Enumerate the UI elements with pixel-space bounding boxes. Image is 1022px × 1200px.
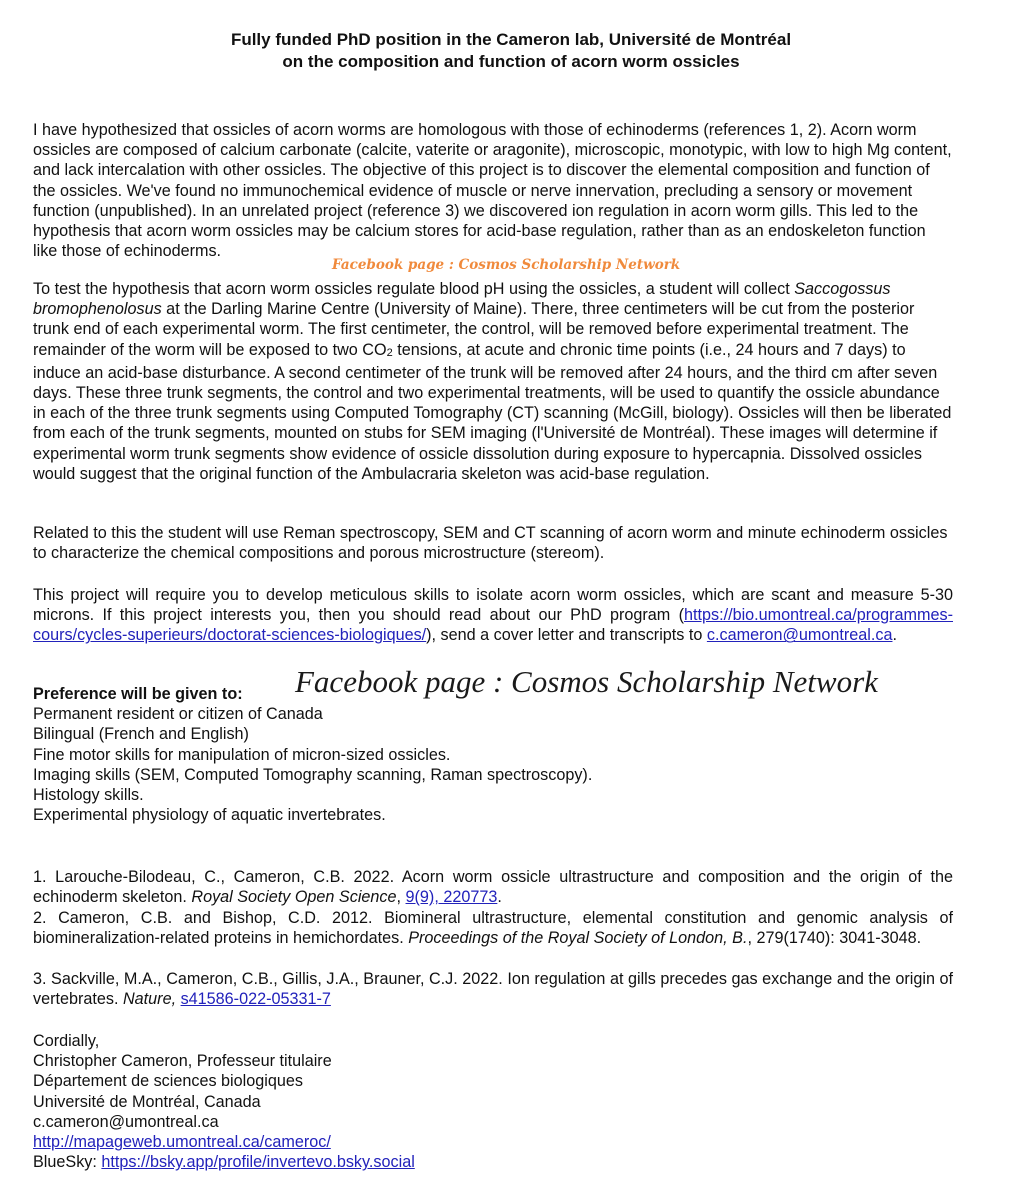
signature-university: Université de Montréal, Canada — [33, 1092, 261, 1111]
reference-2-text: 2. Cameron, C.B. and Bishop, C.D. 2012. Biomineral ultrastructure, elemental constitution and genomic analysis of biomineralization-related proteins in hemichordates. — [33, 909, 953, 948]
reference-1-text: 1. Larouche-Bilodeau, C., Cameron, C.B. 2022. Acorn worm ossicle ultrastructure and composition and the origin of the echinoderm skeleton. — [33, 868, 953, 907]
signature-website-link[interactable]: http://mapageweb.umontreal.ca/cameroc/ — [33, 1133, 331, 1152]
watermark-large: Facebook page : Cosmos Scholarship Network — [295, 664, 878, 699]
watermark-small: Facebook page : Cosmos Scholarship Network — [332, 257, 681, 273]
reference-3 — [33, 969, 953, 1009]
preference-item: Experimental physiology of aquatic invertebrates. — [33, 806, 386, 825]
reference-3-text: 3. Sackville, M.A., Cameron, C.B., Gillis, J.A., Brauner, C.J. 2022. Ion regulation at gills precedes gas exchange and the origin of vertebrates. — [33, 970, 953, 1009]
signature-block — [33, 1031, 953, 1172]
contact-email-link[interactable]: c.cameron@umontreal.ca — [706, 626, 893, 645]
method-text-c: tensions, at acute and chronic time points (i.e., 24 hours and 7 days) to induce an acid-base disturbance. A second centimeter of the trunk will be removed after 24 hours, and the third cm after seven days. These three trunk segments, the control and two experimental treatments, will be used to quantify the ossicle abundance in each of the three trunk segments using Computed Tomography (CT) scanning (McGill, biology). Ossicles will then be liberated from each of the trunk segments, mounted on stubs for SEM imaging (l'Université de Montréal). These images will determine if experimental worm trunk segments show evidence of ossicle dissolution during exposure to hypercapnia. Dissolved ossicles would suggest that the original function of the Ambulacraria skeleton was acid-base regulation. — [33, 340, 952, 483]
preference-item: Imaging skills (SEM, Computed Tomography scanning, Raman spectroscopy). — [33, 765, 593, 784]
paragraph-spectroscopy: Related to this the student will use Reman spectroscopy, SEM and CT scanning of acorn worm and minute echinoderm ossicles to characterize the chemical compositions and porous microstructure (stereom). — [33, 524, 948, 563]
bluesky-label: BlueSky: — [33, 1153, 102, 1172]
reference-2-end: , 279(1740): 3041-3048. — [747, 929, 922, 948]
reference-1-link[interactable]: 9(9), 220773 — [405, 888, 498, 907]
page-title-line-1: Fully funded PhD position in the Cameron lab, Université de Montréal — [230, 30, 792, 49]
signature-email: c.cameron@umontreal.ca — [33, 1112, 219, 1131]
reference-1-journal: Royal Society Open Science — [191, 888, 397, 907]
preference-item: Bilingual (French and English) — [33, 725, 249, 744]
preference-item: Fine motor skills for manipulation of micron-sized ossicles. — [33, 745, 451, 764]
reference-1-end: . — [497, 888, 502, 907]
bluesky-link[interactable]: https://bsky.app/profile/invertevo.bsky.social — [101, 1153, 415, 1172]
method-text-b: at the Darling Marine Centre (University of Maine). There, three centimeters will be cut from the posterior trunk end of each experimental worm. The first centimeter, the control, will be removed before experimental treatment. The remainder of the worm will be exposed to two CO — [33, 300, 915, 359]
preference-section — [33, 684, 953, 825]
preference-item: Histology skills. — [33, 786, 144, 805]
application-text-b: ), send a cover letter and transcripts to — [426, 626, 707, 645]
signature-name: Christopher Cameron, Professeur titulaire — [33, 1052, 332, 1071]
reference-1 — [33, 867, 953, 907]
reference-3-link[interactable]: s41586-022-05331-7 — [180, 990, 331, 1009]
method-text-a: To test the hypothesis that acorn worm ossicles regulate blood pH using the ossicles, a student will collect — [33, 280, 795, 298]
application-text-c: . — [892, 626, 897, 645]
paragraph-method — [33, 279, 953, 484]
page-title-line-2: on the composition and function of acorn worm ossicles — [282, 52, 740, 71]
reference-2-journal: Proceedings of the Royal Society of London, B. — [408, 929, 748, 948]
signature-department: Département de sciences biologiques — [33, 1072, 303, 1091]
co2-subscript: 2 — [386, 346, 393, 359]
reference-3-journal: Nature, — [122, 990, 177, 1009]
signature-closing: Cordially, — [33, 1032, 100, 1050]
species-name: Saccogossus bromophenolosus — [33, 280, 891, 319]
paragraph-application — [33, 585, 953, 646]
preference-item: Permanent resident or citizen of Canada — [33, 705, 323, 724]
preference-heading: Preference will be given to: — [33, 685, 243, 703]
program-link[interactable]: https://bio.umontreal.ca/programmes-cours/cycles-superieurs/doctorat-sciences-biologiques/ — [33, 606, 953, 645]
reference-2 — [33, 908, 953, 948]
reference-1-sep: , — [396, 888, 406, 907]
application-text-a: This project will require you to develop meticulous skills to isolate acorn worm ossicles, which are scant and measure 5-30 microns. If this project interests you, then you should read about our PhD program ( — [33, 586, 953, 625]
paragraph-hypothesis: I have hypothesized that ossicles of acorn worms are homologous with those of echinoderms (references 1, 2). Acorn worm ossicles are composed of calcium carbonate (calcite, vaterite or aragonite), microscopic, monotypic, with low to high Mg content, and lack intercalation with other ossicles. The objective of this project is to discover the elemental composition and function of the ossicles. We've found no immunochemical evidence of muscle or nerve innervation, precluding a sensory or movement function (unpublished). In an unrelated project (reference 3) we discovered ion regulation in acorn worm gills. This led to the hypothesis that acorn worm ossicles may be calcium stores for acid-base regulation, rather than as an endoskeleton function like those of echinoderms. — [33, 121, 952, 261]
